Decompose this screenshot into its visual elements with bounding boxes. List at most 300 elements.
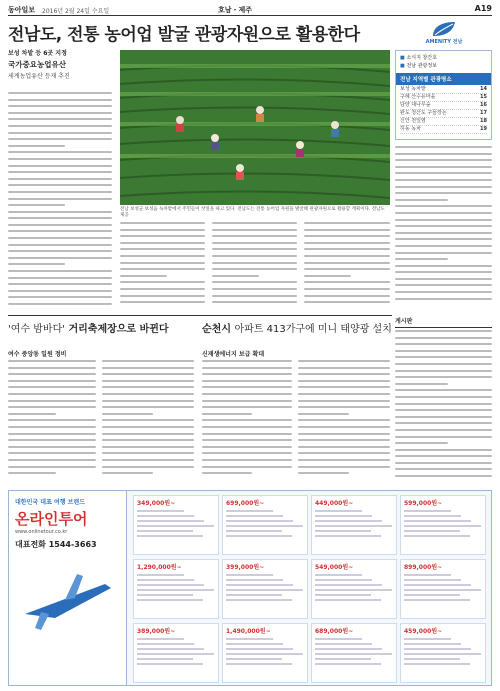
- text-line: [395, 179, 492, 181]
- article-body-col2: [120, 222, 205, 312]
- ad-package-cell[interactable]: [133, 559, 219, 619]
- travel-advertisement[interactable]: [8, 490, 492, 686]
- text-line: [395, 429, 492, 431]
- text-line: [395, 186, 492, 188]
- text-line: [137, 574, 184, 576]
- ad-package-cell[interactable]: [222, 559, 308, 619]
- text-line: [315, 530, 371, 532]
- text-line: [102, 433, 194, 435]
- text-line: [137, 643, 194, 645]
- text-line: [315, 589, 392, 591]
- text-line: [226, 638, 273, 640]
- text-line: [102, 386, 194, 388]
- ad-package-cell[interactable]: [311, 623, 397, 683]
- article-body-right: [395, 146, 492, 306]
- text-line: [395, 475, 492, 477]
- notice-title: 게시판: [395, 316, 492, 328]
- text-line: [226, 579, 283, 581]
- text-line: [395, 350, 492, 352]
- text-line: [226, 535, 292, 537]
- text-line: [315, 579, 372, 581]
- text-line: [8, 472, 56, 474]
- text-line: [298, 406, 390, 408]
- text-line: [102, 373, 194, 375]
- text-line: [404, 530, 460, 532]
- main-headline: 전남도, 전통 농어업 발굴 관광자원으로 활용한다: [8, 25, 360, 45]
- ad-brand-panel: [9, 491, 127, 686]
- text-line: [298, 433, 390, 435]
- text-line: [120, 268, 205, 270]
- text-line: [137, 584, 204, 586]
- subhead: [8, 50, 112, 81]
- text-line: [404, 663, 470, 665]
- text-line: [120, 242, 205, 244]
- text-line: [226, 584, 293, 586]
- text-line: [120, 262, 205, 264]
- text-line: [395, 468, 492, 470]
- text-line: [202, 380, 292, 382]
- text-line: [304, 262, 390, 264]
- text-line: [395, 422, 492, 424]
- article3-body2: [298, 360, 390, 484]
- text-line: [298, 446, 390, 448]
- subhead-line2: 국가중요농업유산: [8, 60, 66, 70]
- text-line: [8, 380, 96, 382]
- ad-package-cell[interactable]: [133, 495, 219, 555]
- text-line: [395, 376, 492, 378]
- text-line: [212, 295, 297, 297]
- text-line: [120, 281, 205, 283]
- text-line: [212, 281, 297, 283]
- sidebar-title: 전남 지역별 관광명소: [396, 73, 491, 85]
- text-line: [395, 219, 492, 221]
- text-line: [304, 268, 390, 270]
- text-line: [226, 653, 303, 655]
- text-line: [8, 386, 96, 388]
- text-line: [395, 403, 492, 405]
- text-line: [395, 278, 492, 280]
- ad-package-cell[interactable]: [311, 495, 397, 555]
- text-line: [298, 439, 390, 441]
- text-line: [8, 466, 96, 468]
- text-line: [8, 118, 112, 120]
- text-line: [212, 229, 297, 231]
- sidebar-box: [395, 50, 492, 140]
- text-line: [102, 452, 194, 454]
- text-line: [120, 222, 205, 224]
- text-line: [8, 459, 96, 461]
- text-line: [102, 393, 194, 395]
- airplane-icon: [15, 554, 121, 644]
- text-line: [395, 291, 492, 293]
- text-line: [304, 235, 390, 237]
- text-line: [404, 589, 481, 591]
- text-line: [304, 229, 390, 231]
- text-line: [298, 459, 390, 461]
- text-line: [202, 413, 252, 415]
- text-line: [102, 472, 153, 474]
- text-line: [212, 255, 297, 257]
- text-line: [226, 525, 303, 527]
- text-line: [298, 360, 390, 362]
- text-line: [120, 301, 205, 303]
- text-line: [8, 452, 96, 454]
- text-line: [315, 510, 362, 512]
- text-line: [298, 393, 390, 395]
- text-line: [395, 449, 492, 451]
- text-line: [137, 515, 194, 517]
- text-line: [226, 648, 293, 650]
- text-line: [102, 419, 194, 421]
- text-line: [315, 653, 392, 655]
- text-line: [304, 275, 351, 277]
- tea-field-photo: [120, 50, 390, 205]
- text-line: [8, 204, 65, 206]
- article2-headline: '여수 밤바다' 거리축제장으로 바뀐다: [8, 324, 169, 335]
- text-line: [202, 373, 292, 375]
- subhead-caption: 세계농업유산 등재 추진: [8, 72, 70, 80]
- notice-body: [395, 330, 492, 484]
- text-line: [8, 296, 112, 298]
- text-line: [395, 232, 492, 234]
- text-line: [102, 459, 194, 461]
- text-line: [137, 510, 184, 512]
- text-line: [395, 205, 492, 207]
- text-line: [226, 520, 293, 522]
- text-line: [298, 419, 390, 421]
- ad-package-cell[interactable]: [222, 623, 308, 683]
- notice-box: [395, 316, 492, 328]
- ad-price: 459,000원~: [404, 628, 443, 635]
- text-line: [137, 525, 214, 527]
- article-body-col3: [212, 222, 297, 312]
- text-line: [315, 658, 371, 660]
- text-line: [8, 270, 112, 272]
- text-line: [120, 235, 205, 237]
- text-line: [8, 393, 96, 395]
- text-line: [315, 599, 381, 601]
- text-line: [395, 265, 492, 267]
- ad-slogan: 대한민국 대표 여행 브랜드: [15, 499, 86, 506]
- leaf-icon: [429, 20, 459, 38]
- text-line: [8, 257, 112, 259]
- text-line: [8, 303, 112, 305]
- text-line: [202, 386, 292, 388]
- text-line: [8, 413, 56, 415]
- text-line: [395, 225, 492, 227]
- text-line: [395, 172, 492, 174]
- text-line: [8, 283, 112, 285]
- text-line: [102, 413, 153, 415]
- text-line: [8, 145, 65, 147]
- text-line: [395, 462, 492, 464]
- ad-url[interactable]: www.onlinetour.co.kr: [15, 529, 68, 535]
- text-line: [298, 452, 390, 454]
- text-line: [395, 245, 492, 247]
- text-line: [137, 648, 204, 650]
- ad-price: 349,000원~: [137, 500, 176, 507]
- text-line: [226, 515, 283, 517]
- page-number: A19: [474, 4, 492, 13]
- text-line: [120, 288, 205, 290]
- text-line: [102, 466, 194, 468]
- text-line: [404, 520, 471, 522]
- text-line: [395, 343, 492, 345]
- sidebar-item[interactable]: 하동 녹차 19: [400, 126, 487, 132]
- text-line: [8, 406, 96, 408]
- text-line: [137, 589, 214, 591]
- text-line: [137, 530, 193, 532]
- text-line: [202, 459, 292, 461]
- ad-package-cell[interactable]: [400, 559, 486, 619]
- article2-subhead: 여수 중앙동 일원 정비: [8, 351, 67, 358]
- paper-name: 동아일보: [8, 6, 36, 14]
- text-line: [404, 658, 460, 660]
- text-line: [212, 268, 297, 270]
- text-line: [304, 288, 390, 290]
- sidebar-item[interactable]: 구례 산수유마을 15: [400, 94, 487, 100]
- ad-package-cell[interactable]: [222, 495, 308, 555]
- text-line: [298, 380, 390, 382]
- text-line: [102, 439, 194, 441]
- text-line: [137, 520, 204, 522]
- ad-phone: 대표전화 1544-3663: [15, 540, 97, 549]
- text-line: [8, 439, 96, 441]
- text-line: [8, 277, 112, 279]
- text-line: [315, 648, 382, 650]
- article2-body1: [8, 360, 96, 484]
- text-line: [395, 337, 492, 339]
- text-line: [315, 643, 372, 645]
- text-line: [395, 363, 492, 365]
- text-line: [395, 409, 492, 411]
- text-line: [298, 373, 390, 375]
- text-line: [8, 132, 112, 134]
- text-line: [8, 237, 112, 239]
- text-line: [8, 419, 96, 421]
- text-line: [404, 594, 460, 596]
- text-line: [137, 658, 193, 660]
- text-line: [120, 248, 205, 250]
- text-line: [395, 389, 492, 391]
- text-line: [395, 356, 492, 358]
- masthead: [8, 4, 492, 16]
- text-line: [212, 248, 297, 250]
- subhead-line1: 보성 차밭 등 6곳 지정: [8, 50, 67, 57]
- text-line: [202, 367, 292, 369]
- text-line: [395, 199, 448, 201]
- text-line: [395, 166, 492, 168]
- text-line: [315, 535, 381, 537]
- text-line: [120, 255, 205, 257]
- article3-body1: [202, 360, 292, 484]
- ad-price: 699,000원~: [226, 500, 265, 507]
- text-line: [404, 638, 451, 640]
- sidebar-top-item: ■ 전남 관광정보: [400, 63, 438, 69]
- text-line: [395, 383, 448, 385]
- ad-package-cell[interactable]: [400, 623, 486, 683]
- text-line: [8, 138, 112, 140]
- text-line: [8, 184, 112, 186]
- text-line: [298, 367, 390, 369]
- text-line: [8, 230, 112, 232]
- text-line: [8, 373, 96, 375]
- ad-package-cell[interactable]: [400, 495, 486, 555]
- text-line: [212, 222, 297, 224]
- text-line: [202, 472, 252, 474]
- text-line: [202, 393, 292, 395]
- text-line: [8, 211, 112, 213]
- text-line: [395, 330, 492, 332]
- text-line: [395, 252, 492, 254]
- text-line: [395, 212, 492, 214]
- text-line: [8, 426, 96, 428]
- text-line: [8, 446, 96, 448]
- text-line: [137, 535, 203, 537]
- text-line: [395, 258, 448, 260]
- text-line: [404, 643, 461, 645]
- text-line: [315, 594, 371, 596]
- text-line: [202, 452, 292, 454]
- text-line: [226, 510, 273, 512]
- text-line: [298, 472, 349, 474]
- ad-price: 1,490,000원~: [226, 628, 271, 635]
- text-line: [304, 295, 390, 297]
- text-line: [8, 360, 96, 362]
- sidebar-item[interactable]: 보성 녹차밭 14: [400, 86, 487, 92]
- text-line: [212, 242, 297, 244]
- text-line: [8, 224, 112, 226]
- text-line: [212, 235, 297, 237]
- text-line: [226, 643, 283, 645]
- ad-price: 689,000원~: [315, 628, 354, 635]
- text-line: [102, 367, 194, 369]
- text-line: [8, 158, 112, 160]
- text-line: [202, 400, 292, 402]
- text-line: [202, 439, 292, 441]
- text-line: [8, 112, 112, 114]
- text-line: [298, 386, 390, 388]
- text-line: [298, 413, 349, 415]
- text-line: [395, 396, 492, 398]
- text-line: [404, 515, 461, 517]
- article-body-col4: [304, 222, 390, 312]
- text-line: [395, 153, 492, 155]
- text-line: [202, 426, 292, 428]
- text-line: [315, 574, 362, 576]
- sidebar-top-item: ■ 소식지 창간호: [400, 55, 438, 61]
- text-line: [212, 262, 297, 264]
- text-line: [395, 238, 492, 240]
- text-line: [315, 520, 382, 522]
- text-line: [315, 663, 381, 665]
- sidebar-item[interactable]: 완도 청산도 구들장논 17: [400, 110, 487, 116]
- text-line: [315, 525, 392, 527]
- ad-price: 449,000원~: [315, 500, 354, 507]
- text-line: [102, 400, 194, 402]
- text-line: [8, 250, 112, 252]
- text-line: [8, 263, 65, 265]
- text-line: [8, 290, 112, 292]
- text-line: [102, 446, 194, 448]
- ad-price: 399,000원~: [226, 564, 265, 571]
- text-line: [404, 653, 481, 655]
- text-line: [226, 594, 282, 596]
- sidebar-item[interactable]: 신안 천일염 18: [400, 118, 487, 124]
- text-line: [226, 663, 292, 665]
- text-line: [304, 248, 390, 250]
- text-line: [102, 406, 194, 408]
- text-line: [102, 360, 194, 362]
- ad-price: 599,000원~: [404, 500, 443, 507]
- logo-tag: AMENITY 전남: [425, 39, 463, 45]
- text-line: [395, 271, 492, 273]
- text-line: [395, 442, 448, 444]
- sidebar-list: [396, 85, 491, 135]
- text-line: [395, 370, 492, 372]
- text-line: [298, 400, 390, 402]
- text-line: [404, 510, 451, 512]
- text-line: [395, 436, 492, 438]
- article3-subhead: 신재생에너지 보급 확대: [202, 351, 265, 358]
- text-line: [226, 530, 282, 532]
- text-line: [395, 298, 492, 300]
- ad-price: 899,000원~: [404, 564, 443, 571]
- text-line: [202, 419, 292, 421]
- text-line: [202, 433, 292, 435]
- sidebar-top: [396, 51, 491, 73]
- text-line: [304, 281, 390, 283]
- issue-date: 2016년 2월 24일 수요일: [42, 8, 110, 15]
- text-line: [395, 416, 492, 418]
- text-line: [304, 242, 390, 244]
- ad-package-cell[interactable]: [311, 559, 397, 619]
- article2-body2: [102, 360, 194, 484]
- text-line: [315, 584, 382, 586]
- text-line: [226, 599, 292, 601]
- text-line: [8, 367, 96, 369]
- text-line: [8, 400, 96, 402]
- text-line: [404, 579, 461, 581]
- section-name: 호남・제주: [218, 6, 253, 14]
- text-line: [8, 217, 112, 219]
- text-line: [304, 222, 390, 224]
- text-line: [202, 446, 292, 448]
- text-line: [137, 638, 184, 640]
- ad-brand: 온라인투어: [15, 510, 88, 528]
- text-line: [120, 229, 205, 231]
- text-line: [404, 525, 481, 527]
- ad-package-cell[interactable]: [133, 623, 219, 683]
- text-line: [8, 198, 112, 200]
- text-line: [315, 638, 362, 640]
- text-line: [8, 178, 112, 180]
- text-line: [137, 663, 203, 665]
- text-line: [8, 105, 112, 107]
- text-line: [395, 192, 492, 194]
- text-line: [298, 426, 390, 428]
- text-line: [8, 99, 112, 101]
- ad-price: 1,290,000원~: [137, 564, 182, 571]
- text-line: [202, 466, 292, 468]
- text-line: [212, 288, 297, 290]
- text-line: [202, 360, 292, 362]
- text-line: [137, 594, 193, 596]
- text-line: [8, 244, 112, 246]
- text-line: [137, 599, 203, 601]
- text-line: [212, 275, 259, 277]
- sidebar-item[interactable]: 담양 대나무숲 16: [400, 102, 487, 108]
